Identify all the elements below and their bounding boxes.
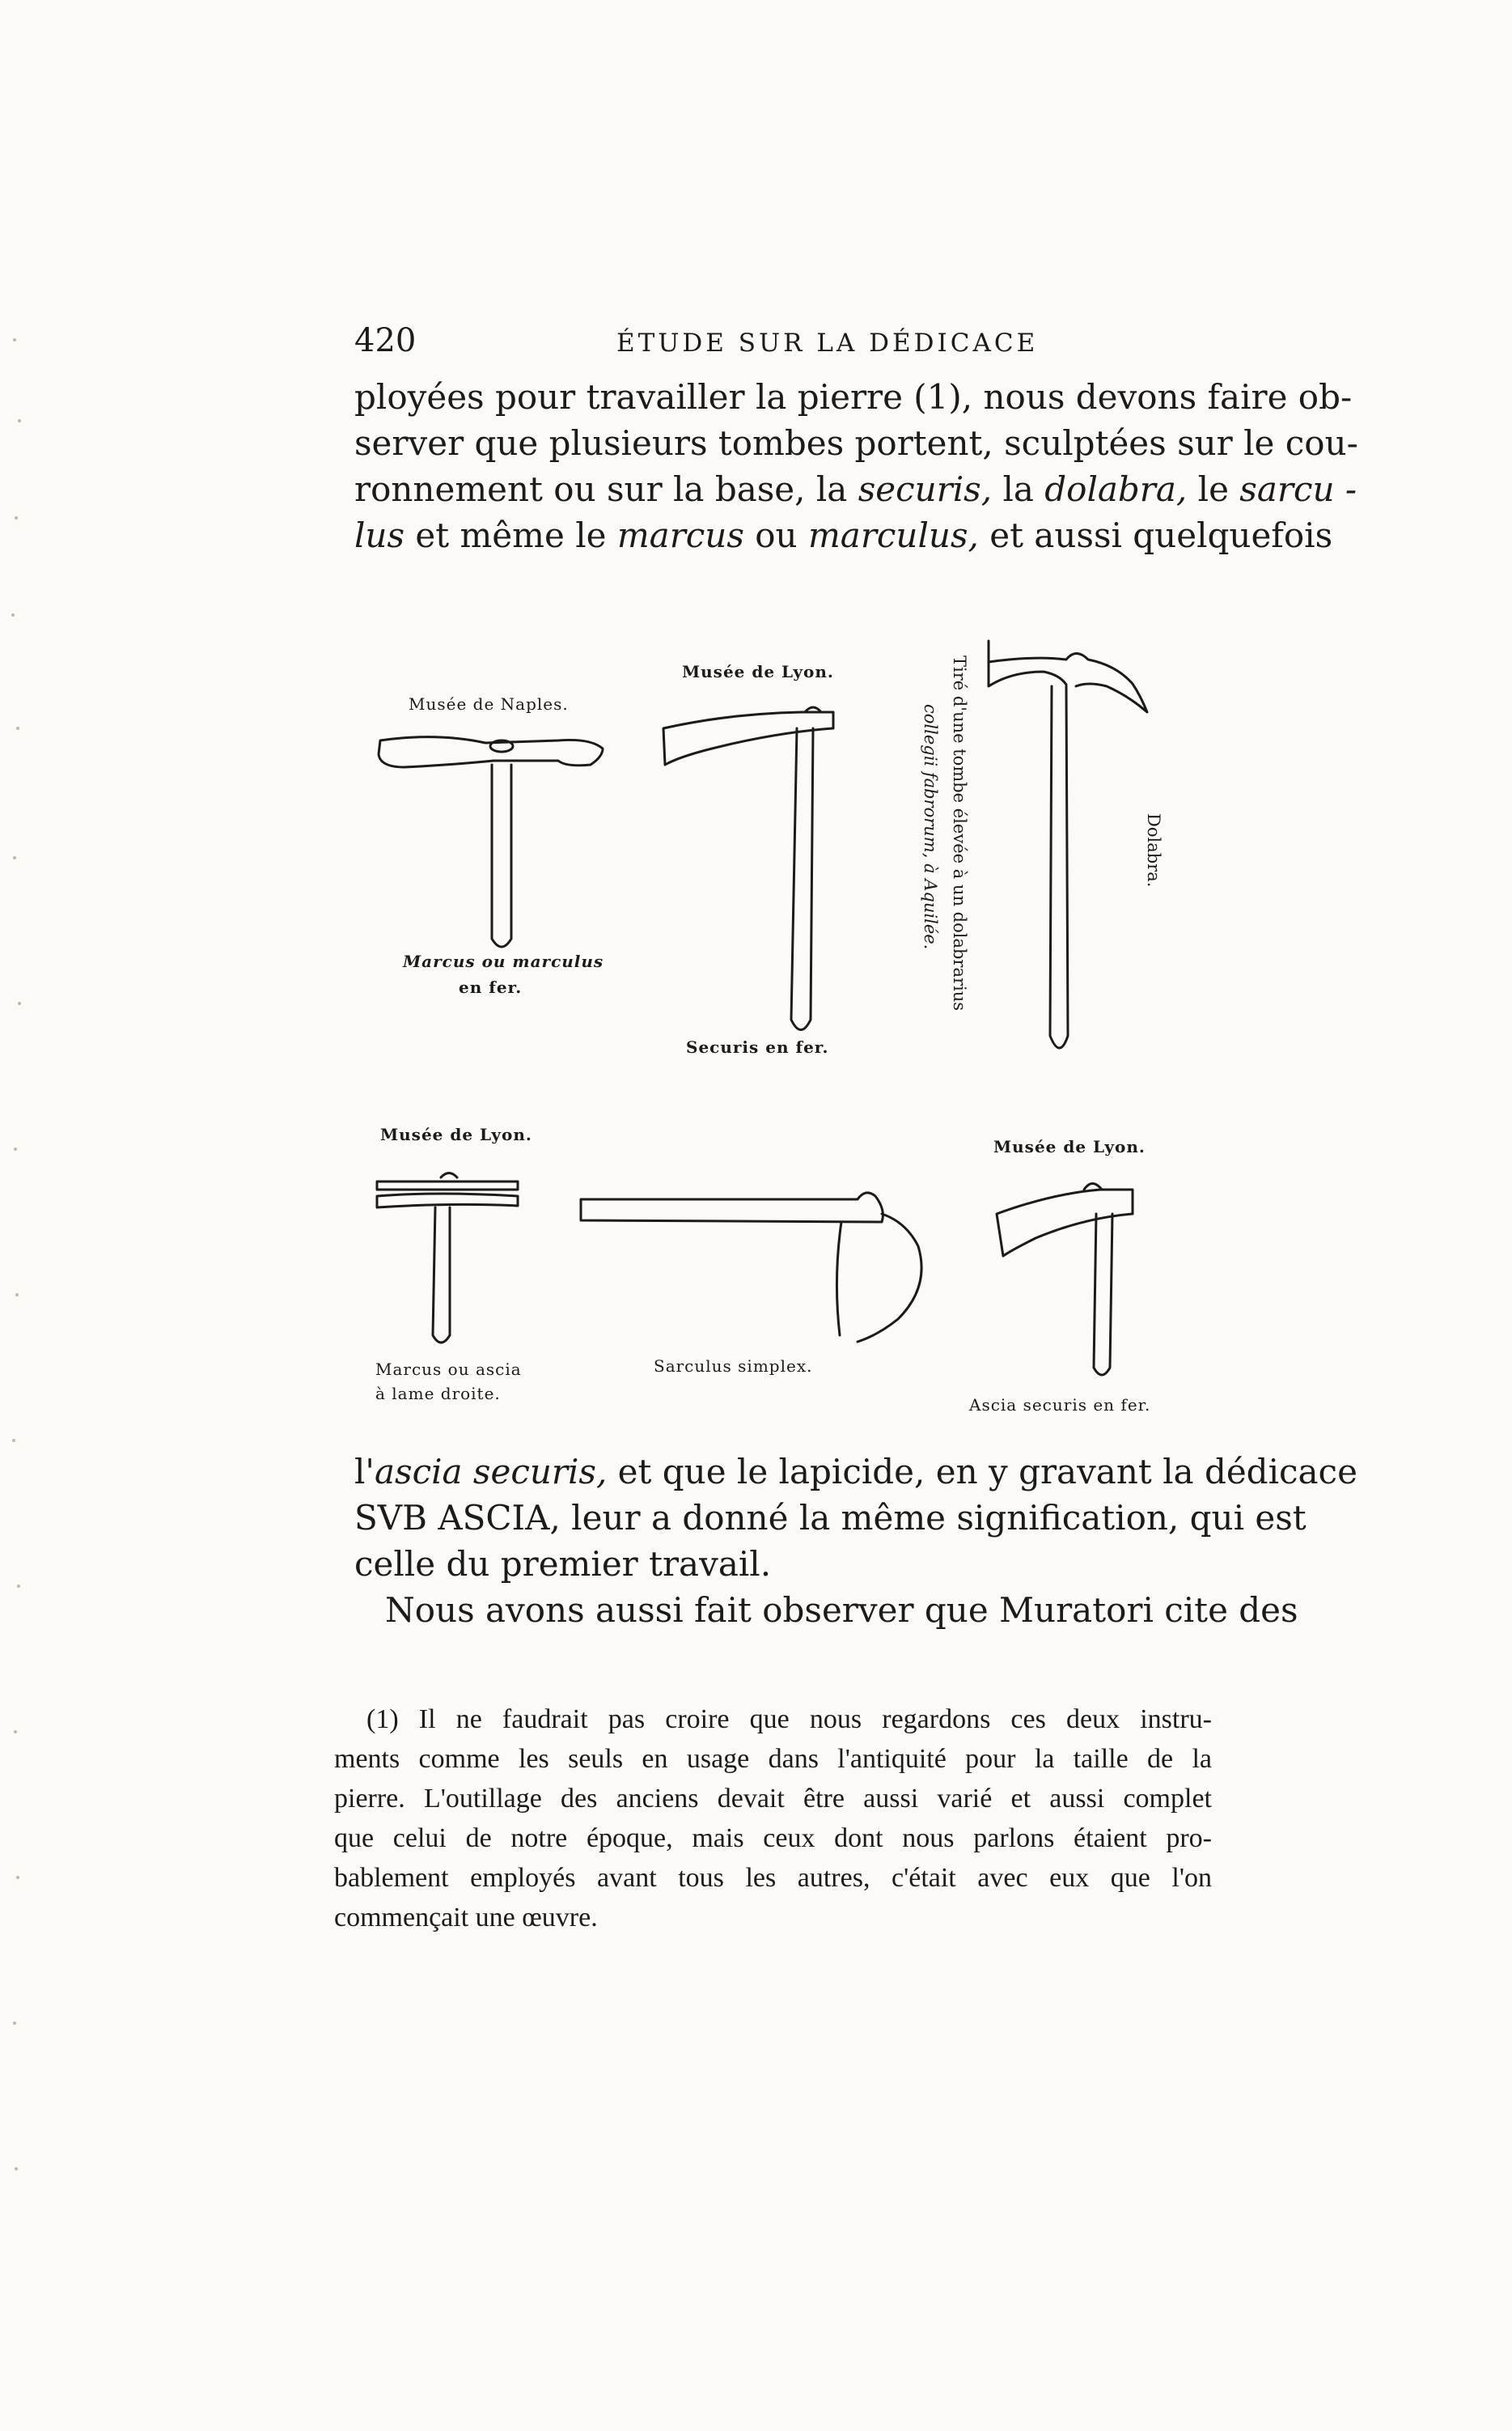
sarculus-figure xyxy=(581,1193,921,1342)
fig3-vertical-label-2: collegii fabrorum, à Aquilée. xyxy=(921,704,940,950)
fig7-caption: Ascia securis en fer. xyxy=(969,1395,1151,1415)
footnote xyxy=(334,1699,1212,1937)
footnote-line: (1) Il ne faudrait pas croire que nous regardons ces deux instru- xyxy=(366,1704,1212,1734)
text-line: server que plusieurs tombes portent, sculptées sur le cou- xyxy=(354,423,1358,463)
text-line: ronnement ou sur la base, la securis, la dolabra, le sarcu - xyxy=(354,469,1357,509)
footnote-line: bablement employés avant tous les autres, c'était avec eux que l'on xyxy=(334,1863,1212,1893)
running-title: ÉTUDE SUR LA DÉDICACE xyxy=(616,329,1039,358)
footnote-line: pierre. L'outillage des anciens devait être aussi varié et aussi complet xyxy=(334,1784,1212,1814)
fig3-vertical-label-1: Tiré d'une tombe élevée à un dolabrarius xyxy=(950,655,969,1012)
text-line: celle du premier travail. xyxy=(354,1544,772,1584)
fig1-caption-2: en fer. xyxy=(459,978,523,997)
dolabra-figure xyxy=(989,641,1147,1048)
fig5-caption-2: à lame droite. xyxy=(375,1384,501,1403)
text-line: Nous avons aussi fait observer que Muratori cite des xyxy=(385,1590,1298,1630)
footnote-line: ments comme les seuls en usage dans l'antiquité pour la taille de la xyxy=(334,1744,1212,1774)
bottom-paragraph xyxy=(354,1449,1357,1633)
fig4-side-label: Dolabra. xyxy=(1144,813,1163,888)
fig1-top-label: Musée de Naples. xyxy=(409,694,569,714)
text-line: ployées pour travailler la pierre (1), nous devons faire ob- xyxy=(354,377,1353,417)
fig6-caption: Sarculus simplex. xyxy=(654,1356,813,1376)
fig2-caption: Securis en fer. xyxy=(686,1037,829,1057)
fig2-top-label: Musée de Lyon. xyxy=(682,662,834,681)
fig5-top-label: Musée de Lyon. xyxy=(380,1125,532,1144)
page-number: 420 xyxy=(354,322,417,359)
footnote-line: que celui de notre époque, mais ceux dont nous parlons étaient pro- xyxy=(334,1823,1212,1853)
footnote-line: commençait une œuvre. xyxy=(334,1903,598,1932)
text-line: l'ascia securis, et que le lapicide, en y gravant la dédicace xyxy=(354,1452,1357,1491)
ascia-straight-figure xyxy=(377,1173,518,1343)
marcus-figure xyxy=(379,737,603,947)
fig5-caption: Marcus ou ascia xyxy=(375,1360,522,1379)
ascia-securis-figure xyxy=(997,1184,1133,1376)
securis-figure xyxy=(663,707,833,1030)
text-line: SVB ASCIA, leur a donné la même signification, qui est xyxy=(354,1498,1307,1538)
fig7-top-label: Musée de Lyon. xyxy=(993,1137,1146,1156)
fig1-caption: Marcus ou marculus xyxy=(403,952,604,971)
text-line: lus et même le marcus ou marculus, et aussi quelquefois xyxy=(354,515,1333,555)
